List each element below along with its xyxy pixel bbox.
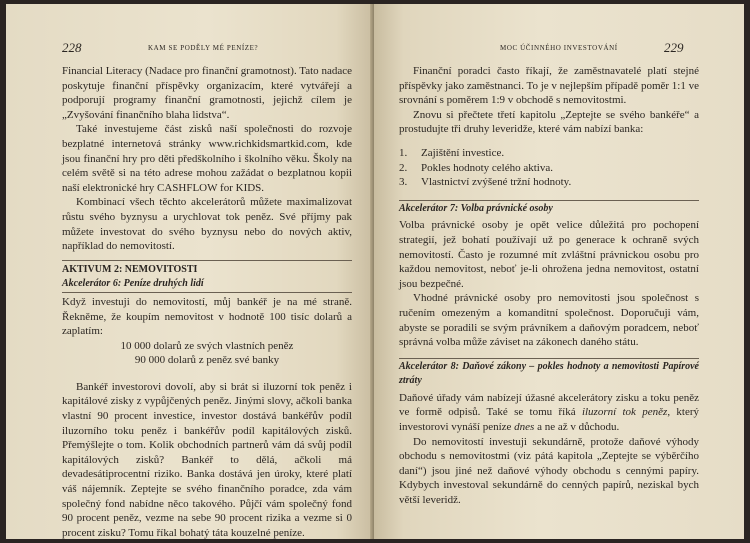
accelerator-7-heading: Akcelerátor 7: Volba právnické osoby — [399, 202, 553, 214]
right-paragraph-6: Do nemovitostí investuji sekundárně, protože daňové výhody obchodu s nemovitostmi (viz pátá kapitola „Zeptejte se výběrčího daní“) jsou jiné než daňové výhody obchodu s cennými papíry. Kdybych investoval sekundárně do cenných papírů, neziskal bych větší leveridž. — [399, 435, 699, 507]
left-running-head: KAM SE PODĚLY MÉ PENÍZE? — [148, 44, 259, 52]
right-page-number: 229 — [664, 40, 684, 55]
list-item: 2. Pokles hodnoty celého aktiva. — [399, 161, 553, 174]
list-item: 1. Zajištění investice. — [399, 146, 505, 159]
section-rule — [62, 260, 352, 261]
left-page-number: 228 — [62, 40, 82, 55]
section-heading: AKTIVUM 2: NEMOVITOSTI — [62, 263, 198, 275]
left-page — [6, 4, 373, 539]
subheading-rule — [62, 292, 352, 293]
right-paragraph-4: Vhodné právnické osoby pro nemovitosti jsou společnost s ručením omezeným a komanditní společnost. Doporučuji vám, abyste se poradili se svým právníkem a daňovým poradcem, neboť správná volba může záviset na zákonech daného státu. — [399, 292, 699, 349]
accelerator-7-rule — [399, 200, 699, 201]
accelerator-6-heading: Akcelerátor 6: Peníze druhých lidí — [62, 278, 204, 290]
right-paragraph-3: Volba právnické osoby je opět velice důležitá pro pochopení strategií, jež bohatí používají už po generace k ochraně svých nemovitostí. Často je rozumné mít zvláštní právnickou osobu pro každou nemovitost, neboť je-li ohrožena jedna nemovitost, ostatní jsou bezpečné. — [399, 219, 699, 290]
left-paragraph-bottom: Bankéř investorovi dovolí, aby si brát si iluzorní tok peněz i kapitálové zisky z vypůjčených peněz. Jinými slovy, ačkoli banka vlastní 90 procent investice, investor dostává bankéřův podíl iluzorního toku peněz i bankéřův podíl kapitálových zisků. Přemýšlejte o tom. Kolik obchodních partnerů vám dá svůj podíl kapitálových zisků? Bankéř to dělá, ačkoli má devadesátiprocentní riziko. Banka dostává jen úroky, které platí váš nájemník. Zeptejte se svého finančního poradce, zda vám společný fond nabídne něco takového. Půjčí vám společný fond 90 procent peněz, vezme na sebe 90 procent rizika a vezme si 0 procent zisku? Tomu říkal bohatý táta kouzelné peníze. — [62, 380, 352, 539]
left-paragraph-2: Také investujeme část zisků naší společnosti do rozvoje bezplatné internetová stránky www.richkidsmartkid.com, kde jsou finanční hry pro děti předškolního i školního věku. Školy na celém světě si na této adrese mohou zažádat o bezplatnou kopii naší elektronické hry CASHFLOW for KIDS. — [62, 123, 352, 194]
right-body — [399, 64, 699, 508]
left-paragraph-1: Financial Literacy (Nadace pro finanční gramotnost). Tato nadace poskytuje finanční příspěvky organizacím, které vytvářejí a podporují programy finanční gramotnosti, jejichž cílem je „Zvyšování finančního blaha lidstva“. — [62, 65, 352, 121]
right-page — [374, 4, 744, 539]
right-paragraph-1: Finanční poradci často říkají, že zaměstnavatelé platí stejné příspěvky jako zaměstnanci. To je v nejlepším případě poměr 1:1 ve srovnání s poměrem 1:9 v obchodě s nemovitostmi. — [399, 65, 699, 107]
book-spread — [6, 4, 744, 539]
left-paragraph-3: Kombinací všech těchto akcelerátorů můžete maximalizovat růstu svého byznysu a urychlovat tok peněz. Své příjmy pak můžete investovat do svého byznysu nebo do nových aktiv, například do nemovitostí. — [62, 196, 352, 253]
right-paragraph-5: Daňové úřady vám nabízejí úžasné akcelerátory zisku a toku peněz ve formě odpisů. Také se tomu říká iluzorní tok peněz, který investorovi vynáší peníze dnes a ne až v důchodu. — [399, 391, 699, 434]
right-running-head: MOC ÚČINNÉHO INVESTOVÁNÍ — [500, 44, 618, 52]
accelerator-8-rule — [399, 358, 699, 359]
payment-line-own: 10 000 dolarů ze svých vlastních peněz — [120, 339, 294, 352]
left-body — [62, 64, 352, 539]
payment-line-bank: 90 000 dolarů z peněz své banky — [134, 354, 280, 367]
left-paragraph-intro: Když investuji do nemovitostí, můj bankéř je na mé straně. Řekněme, že koupím nemovitost v hodnotě 100 tisíc dolarů a zaplatím: — [62, 295, 352, 338]
right-paragraph-2: Znovu si přečtete třetí kapitolu „Zeptejte se svého bankéře“ a prostudujte tři druhy leveridže, které vám nabízí banka: — [399, 108, 699, 136]
list-item: 3. Vlastnictví zvýšené tržní hodnoty. — [399, 176, 572, 189]
leverage-list — [399, 146, 699, 190]
accelerator-8-heading: Akcelerátor 8: Daňové zákony – pokles hodnoty a nemovitosti Papírové ztráty — [399, 360, 699, 387]
